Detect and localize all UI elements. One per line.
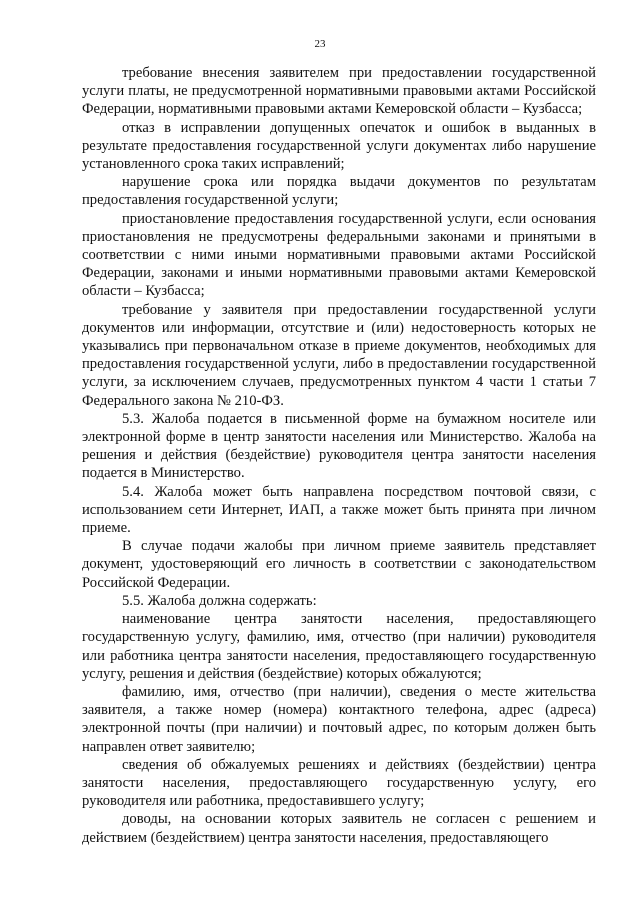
paragraph-service-suspension: приостановление предоставления государственной услуги, если основания приостановления не предусмотрены федеральными законами и принятыми в соответствии с ними иными нормативными правовыми актами Российской Федерации, законами и иными нормативными правовыми актами Кемеровской области – Кузбасса;: [82, 210, 596, 300]
paragraph-issue-deadline-violation: нарушение срока или порядка выдачи документов по результатам предоставления государственной услуги;: [82, 174, 596, 209]
paragraph-clause-5-3: 5.3. Жалоба подается в письменной форме на бумажном носителе или электронной форме в центр занятости населения или Министерство. Жалоба на решения и действия (бездействие) руководителя центра занятости населения подается в Министерство.: [82, 410, 596, 482]
paragraph-personal-reception: В случае подачи жалобы при личном приеме заявитель представляет документ, удостоверяющий его личность в соответствии с законодательством Российской Федерации.: [82, 538, 596, 591]
paragraph-applicant-details: фамилию, имя, отчество (при наличии), сведения о месте жительства заявителя, а также номер (номера) контактного телефона, адрес (адреса) электронной почты (при наличии) и почтовый адрес, по которым должен быть направлен ответ заявителю;: [82, 683, 596, 755]
paragraph-clause-5-4: 5.4. Жалоба может быть направлена посредством почтовой связи, с использованием сети Интернет, ИАП, а также может быть принята при личном приеме.: [82, 483, 596, 537]
paragraph-clause-5-5: 5.5. Жалоба должна содержать:: [122, 592, 317, 609]
paragraph-document-requirement: требование у заявителя при предоставлении государственной услуги документов или информации, отсутствие и (или) недостоверность которых не указывались при первоначальном отказе в приеме документов, необходимых для предоставления государственной услуги, либо в предоставлении государственной услуги, за исключением случаев, предусмотренных пунктом 4 части 1 статьи 7 Федерального закона № 210-ФЗ.: [82, 301, 596, 409]
paragraph-fee-requirement: требование внесения заявителем при предоставлении государственной услуги платы, не предусмотренной нормативными правовыми актами Российской Федерации, нормативными правовыми актами Кемеровской области – Кузбасса;: [82, 65, 596, 118]
page-number: 23: [314, 38, 326, 50]
paragraph-center-name: наименование центра занятости населения, предоставляющего государственную услугу, фамилию, имя, отчество (при наличии) руководителя или работника центра занятости населения, предоставляющего государственную услугу, решения и действия (бездействие) которых обжалуются;: [82, 611, 596, 682]
paragraph-appealed-decisions: сведения об обжалуемых решениях и действиях (бездействии) центра занятости населения, предоставляющего государственную услугу, его руководителя или работника, предоставившего услугу;: [82, 756, 596, 810]
document-body: [82, 64, 596, 847]
paragraph-typo-correction-refusal: отказ в исправлении допущенных опечаток и ошибок в выданных в результате предоставления государственной услуги документах либо нарушение установленного срока таких исправлений;: [82, 119, 596, 173]
paragraph-arguments: доводы, на основании которых заявитель не согласен с решением и действием (бездействием) центра занятости населения, предоставляющего: [82, 811, 596, 846]
